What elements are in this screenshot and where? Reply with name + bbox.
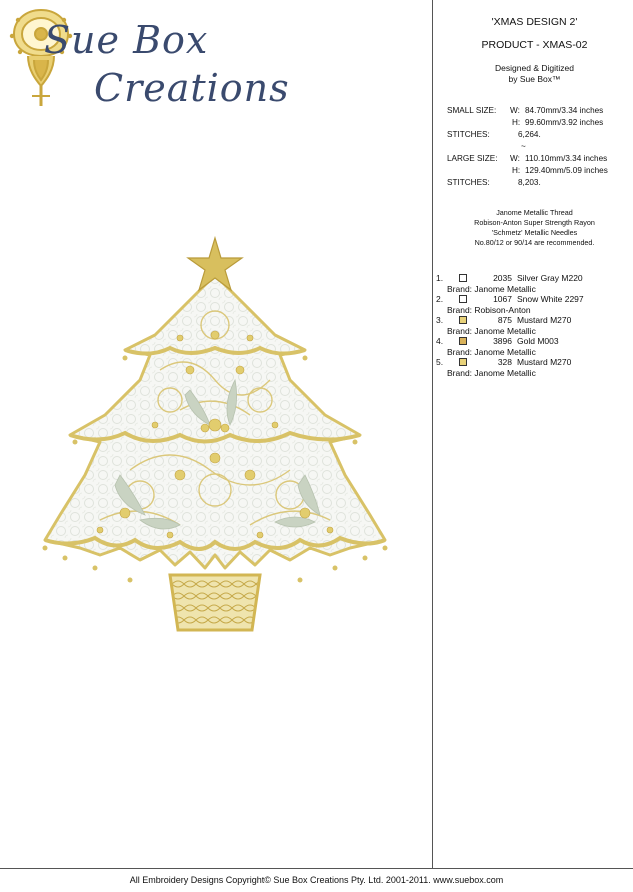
copyright-footer: All Embroidery Designs Copyright© Sue Box Creations Pty. Ltd. 2001-2011. www.suebox.com xyxy=(129,875,504,885)
color-swatch xyxy=(459,316,467,324)
small-width: 84.70mm/3.34 inches xyxy=(525,106,604,115)
large-h-label: H: xyxy=(512,166,521,175)
thread-notes xyxy=(436,208,633,248)
color-code: 2035 xyxy=(493,273,512,283)
color-number: 3. xyxy=(436,315,444,325)
color-name: Mustard M270 xyxy=(517,357,572,367)
color-swatch xyxy=(459,337,467,345)
small-height: 99.60mm/3.92 inches xyxy=(525,118,604,127)
color-name: Gold M003 xyxy=(517,336,559,346)
small-stitches: 6,264. xyxy=(518,130,541,139)
color-swatch xyxy=(459,274,467,282)
color-brand: Brand: Janome Metallic xyxy=(447,283,536,294)
thread-note-2: Robison-Anton Super Strength Rayon xyxy=(474,218,595,227)
color-name: Snow White 2297 xyxy=(517,294,584,304)
large-size-label: LARGE SIZE: xyxy=(447,154,498,163)
logo-text-line1: Sue Box xyxy=(44,18,209,62)
small-size-label: SMALL SIZE: xyxy=(447,106,497,115)
large-height: 129.40mm/5.09 inches xyxy=(525,166,608,175)
designed-line1: Designed & Digitized xyxy=(495,63,574,73)
embroidery-design-image xyxy=(40,230,390,650)
color-name: Mustard M270 xyxy=(517,315,572,325)
color-number: 2. xyxy=(436,294,444,304)
column-divider xyxy=(432,0,433,868)
small-w-label: W: xyxy=(510,106,520,115)
logo-text-line2: Creations xyxy=(94,66,290,110)
spec-separator: ~ xyxy=(521,142,526,151)
large-stitches-label: STITCHES: xyxy=(447,178,490,187)
small-h-label: H: xyxy=(512,118,521,127)
designed-line2: by Sue Box™ xyxy=(508,74,561,84)
color-brand: Brand: Janome Metallic xyxy=(447,346,536,357)
thread-note-3: 'Schmetz' Metallic Needles xyxy=(491,228,578,237)
color-brand: Brand: Robison-Anton xyxy=(447,304,531,315)
color-code: 1067 xyxy=(493,294,512,304)
color-brand: Brand: Janome Metallic xyxy=(447,325,536,336)
logo xyxy=(6,6,290,116)
color-brand: Brand: Janome Metallic xyxy=(447,367,536,378)
color-code: 328 xyxy=(497,357,512,367)
product-code: PRODUCT - XMAS-02 xyxy=(481,39,588,51)
large-width: 110.10mm/3.34 inches xyxy=(525,154,608,163)
color-number: 4. xyxy=(436,336,444,346)
color-swatch xyxy=(459,358,467,366)
color-name: Silver Gray M220 xyxy=(517,273,583,283)
color-number: 5. xyxy=(436,357,444,367)
large-stitches: 8,203. xyxy=(518,178,541,187)
color-number: 1. xyxy=(436,273,444,283)
color-code: 875 xyxy=(497,315,512,325)
thread-note-1: Janome Metallic Thread xyxy=(496,208,573,217)
small-stitches-label: STITCHES: xyxy=(447,130,490,139)
color-code: 3896 xyxy=(493,336,512,346)
large-w-label: W: xyxy=(510,154,520,163)
christmas-tree-icon xyxy=(40,230,390,650)
color-swatch xyxy=(459,295,467,303)
designed-by xyxy=(436,63,633,85)
thread-note-4: No.80/12 or 90/14 are recommended. xyxy=(474,238,595,247)
design-name: 'XMAS DESIGN 2' xyxy=(491,16,578,28)
footer-divider xyxy=(0,868,633,869)
